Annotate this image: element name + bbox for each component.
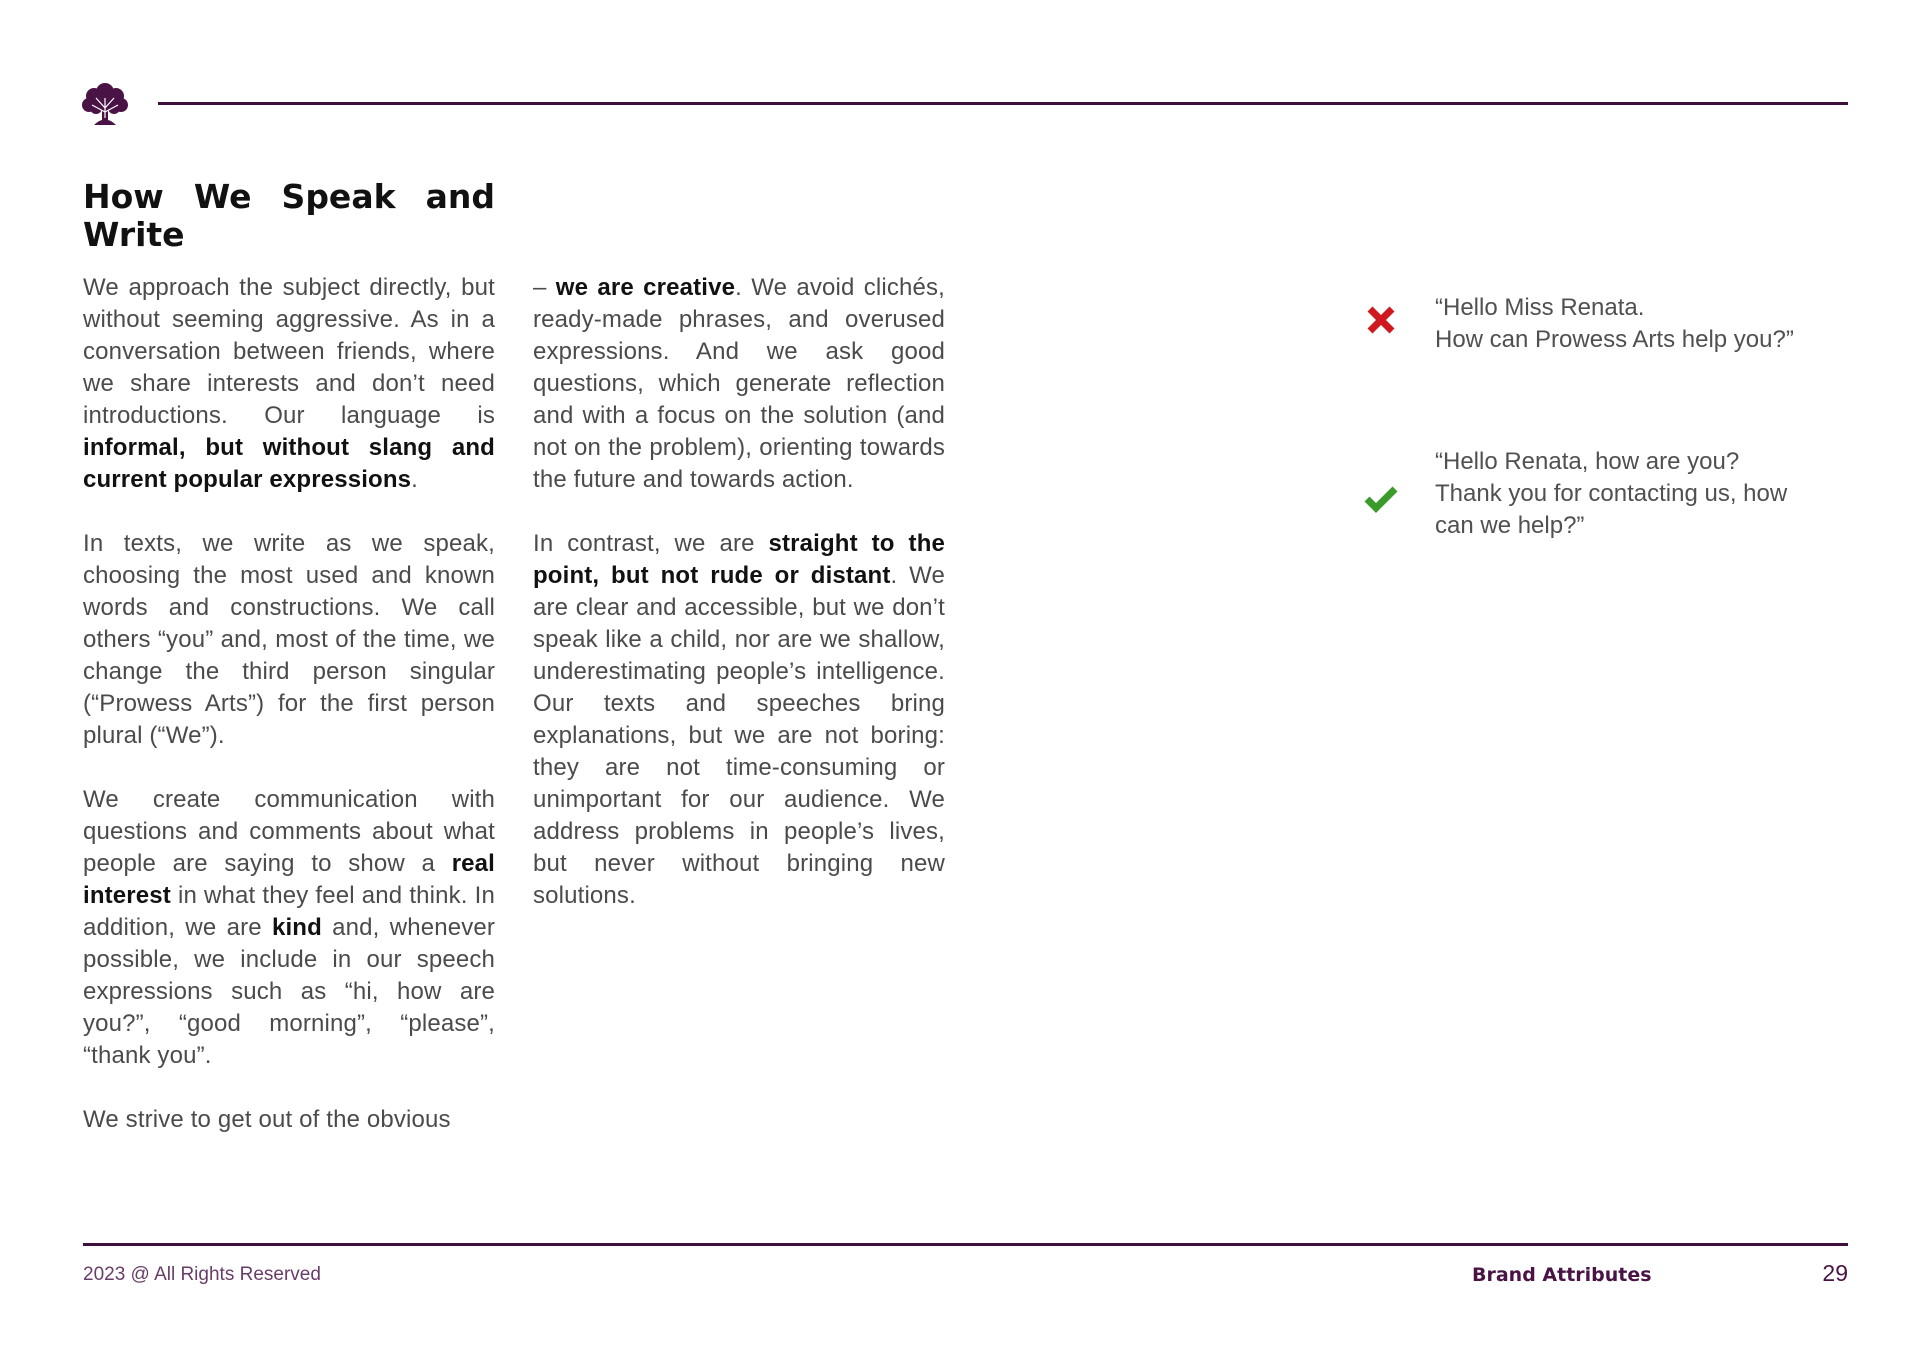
body-column-1 — [83, 272, 495, 1168]
tree-logo-icon — [80, 78, 130, 128]
page-number: 29 — [1822, 1260, 1848, 1286]
copyright-text: 2023 @ All Rights Reserved — [83, 1264, 321, 1285]
paragraph-4: We strive to get out of the obvious — [83, 1106, 451, 1133]
paragraph-6: In contrast, we are straight to the point, but not rude or distant. We are clear and accessible, but we don’t speak like a child, nor are we shallow, underestimating people’s intelligence. Our texts and speeches bring explanations, but we are not boring: they are not time-consuming or unimportant for our audience. We address problems in people’s lives, but never without bringing new solutions. — [533, 530, 945, 909]
paragraph-1: We approach the subject directly, but without seeming aggressive. As in a conversation between friends, where we share interests and don’t need introductions. Our language is informal, but without slang and current popular expressions. — [83, 274, 495, 493]
wrong-example-text: “Hello Miss Renata. How can Prowess Arts help you?” — [1435, 294, 1794, 353]
page-title: How We Speak and Write — [83, 177, 495, 254]
paragraph-3: We create communication with questions and comments about what people are saying to show a real interest in what they feel and think. In addition, we are kind and, whenever possible, we include in our speech expressions such as “hi, how are you?”, “good morning”, “please”, “thank you”. — [83, 786, 495, 1069]
right-example-text: “Hello Renata, how are you? Thank you for contacting us, how can we help?” — [1435, 448, 1788, 539]
cross-icon — [1363, 302, 1399, 338]
checkmark-icon — [1363, 481, 1399, 517]
paragraph-2: In texts, we write as we speak, choosing the most used and known words and constructions. We call others “you” and, most of the time, we change the third person singular (“Prowess Arts”) for the first person plural (“We”). — [83, 530, 495, 749]
footer-rule — [83, 1243, 1848, 1246]
body-column-2 — [533, 272, 945, 944]
section-name: Brand Attributes — [1472, 1264, 1652, 1286]
header-rule — [158, 102, 1848, 105]
paragraph-5: – we are creative. We avoid clichés, ready-made phrases, and overused expressions. And we ask good questions, which generate reflection and with a focus on the solution (and not on the problem), orienting towards the future and towards action. — [533, 274, 945, 493]
